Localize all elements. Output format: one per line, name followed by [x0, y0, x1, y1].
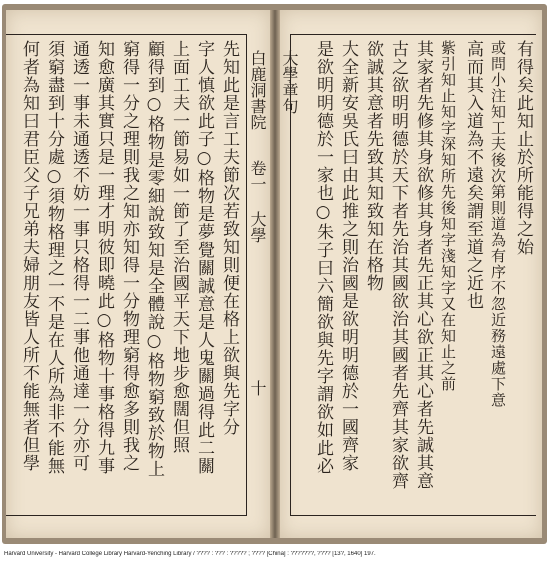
right-text-column: 其家者先修其身欲修其身者先正其心欲正其心者先誠其意	[413, 40, 433, 490]
left-text-column: 須窮盡到十分處○須物格理之一不是在人所為非不能無	[44, 40, 64, 475]
right-text-column: 是欲明明德於一家也○朱子曰六簡欲與先字謂欲如此必	[313, 40, 333, 475]
left-text-column: 先知此是言工夫節次若致知則便在格上欲與先字分	[219, 40, 239, 436]
left-text-column: 何者為知曰君臣父子兄弟夫婦朋友皆人所不能無者但學	[19, 40, 39, 472]
left-text-column: 字人慎欲此子○格物是夢覺關誠意是人鬼關過得此二關	[194, 40, 214, 475]
left-text-column: 通透一事未通透不妨一事只格得一二事他通達一分亦可	[69, 40, 89, 472]
book-spread	[2, 4, 547, 544]
right-text-column: 欲誠其意者先致其知致知在格物	[363, 40, 383, 292]
right-text-column: 有得矣此知止於所能得之始	[513, 40, 533, 256]
left-text-column: 窮得一分之理則我之知亦知得一分物理窮得愈多則我之	[119, 40, 139, 472]
right-margin-title: 大學章句	[280, 50, 299, 114]
left-margin-title: 白鹿洞書院	[248, 50, 267, 130]
right-text-column: 高而其入道為不遠矣謂至道之近也	[463, 40, 483, 310]
right-text-column: 大全新安吳氏曰由此推之則治國是欲明明德於一國齊家	[338, 40, 358, 472]
right-text-column: 或問小注知工夫後次第則道為有序不忽近務遠處下意	[489, 40, 507, 408]
right-page	[280, 10, 542, 538]
left-margin-folio: 十	[248, 380, 267, 396]
library-caption: Harvard University - Harvard College Library Harvard-Yenching Library / ???? : ??? : ????? ; ???? [China] : ???????, ???? [13?, 1640] 197.	[4, 551, 376, 557]
left-text-column: 知愈廣其實只是一理才明彼即曉此○格物十事格得九事	[94, 40, 114, 475]
left-text-column: 上面工夫一節易如一節了至治國平天下地步愈闊但照	[169, 40, 189, 454]
right-text-column: 古之欲明明德於天下者先治其國欲治其國者先齊其家欲齊	[388, 40, 408, 490]
right-text-column: 紫引知止知字深知所先後知字淺知字又在知止之前	[439, 40, 457, 392]
left-text-column: 顧得到○格物是零細說致知是全體說○格物窮致於物上	[144, 40, 164, 478]
left-page	[6, 10, 270, 538]
left-margin-volume: 卷一 大學	[248, 160, 267, 243]
